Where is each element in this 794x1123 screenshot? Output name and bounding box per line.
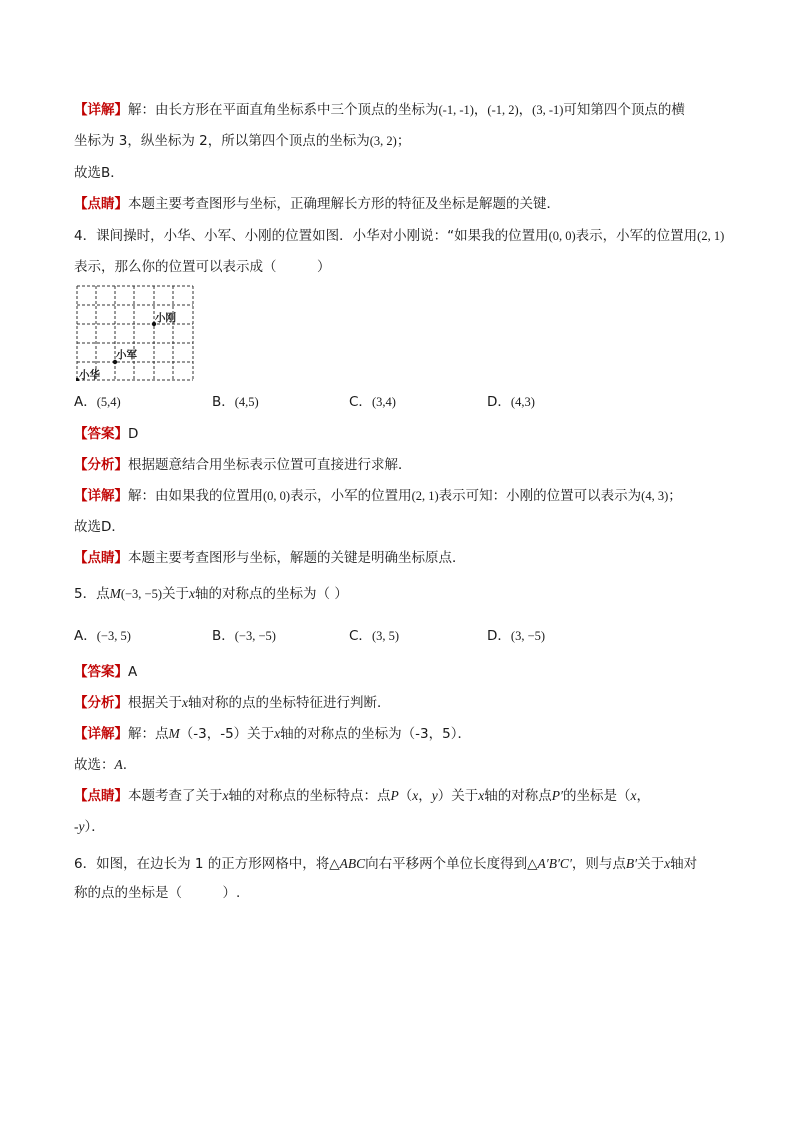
separator: ，	[473, 102, 488, 118]
q5-option-c	[349, 626, 399, 646]
comment-text: 本题考查了关于	[128, 788, 223, 804]
answer-tag: 【答案】	[74, 664, 128, 680]
math-axis: x	[222, 788, 229, 803]
choice-letter: A	[114, 757, 123, 772]
q5-option-a	[74, 626, 131, 646]
option-letter: C．	[349, 394, 372, 410]
option-letter: B．	[212, 628, 235, 644]
detail-text: 表示，小军的位置用	[290, 488, 412, 504]
comment-line	[74, 194, 560, 214]
label-xiaojun: 小军	[116, 349, 137, 361]
q4-text: 表示，小军的位置用	[575, 228, 698, 244]
detail-text: 解：由如果我的位置用	[128, 488, 263, 504]
math-coord: (0, 0)	[548, 229, 576, 243]
math-point: B′	[625, 856, 638, 871]
option-value: (4,5)	[234, 395, 259, 409]
q5-text: 5．点	[74, 586, 110, 602]
q4-option-a	[74, 392, 121, 412]
analysis-tag: 【分析】	[74, 457, 128, 473]
comment-text: 本题主要考查图形与坐标，解题的关键是明确坐标原点．	[128, 550, 466, 566]
option-value: (5,4)	[96, 395, 121, 409]
q6-stem-line-1	[74, 854, 697, 874]
q5-option-d	[487, 626, 545, 646]
math-triangle: △ABC	[329, 856, 366, 871]
q6-text: 向右平移两个单位长度得到	[365, 856, 528, 872]
option-value: (4,3)	[510, 395, 535, 409]
comment-text: 轴的对称点的坐标特点：点	[228, 788, 391, 804]
math-axis: x	[274, 726, 281, 741]
detail-text: 可知第四个顶点的横	[563, 102, 685, 118]
q4-choice: 故选D．	[74, 519, 125, 535]
detail-line-1	[74, 100, 685, 120]
option-letter: A．	[74, 628, 97, 644]
q5-comment-line-1	[74, 786, 650, 806]
detail-text: 轴的对称点的坐标为（-3，5）．	[280, 726, 471, 742]
q5-analysis	[74, 693, 391, 713]
math-coord: (2, 1)	[411, 489, 439, 503]
comment-tag: 【点睛】	[74, 788, 128, 804]
answer-text: D	[128, 426, 139, 442]
comment-tag: 【点睛】	[74, 196, 128, 212]
math-axis: x	[664, 856, 671, 871]
choice-text: 故选：	[74, 757, 115, 773]
q5-text: 轴的对称点的坐标为（ ）	[195, 586, 348, 602]
q5-answer	[74, 662, 137, 682]
detail-tag: 【详解】	[74, 488, 128, 504]
detail-text: 坐标为 3，纵坐标为 2，所以第四个顶点的坐标为	[74, 133, 370, 149]
math-point: M	[109, 586, 121, 601]
option-value: (−3, −5)	[234, 629, 276, 643]
q4-answer	[74, 424, 138, 444]
comment-text: ，	[636, 788, 650, 804]
separator: ，	[518, 102, 533, 118]
option-letter: D．	[487, 628, 511, 644]
option-letter: D．	[487, 394, 511, 410]
q4-option-c	[349, 392, 396, 412]
choice-text: .	[122, 757, 128, 773]
q5-choice	[74, 755, 127, 775]
q4-stem-line-1	[74, 226, 724, 246]
detail-text: ；	[396, 133, 411, 149]
comment-text: ）关于	[437, 788, 479, 804]
q5-text: 关于	[162, 586, 190, 602]
math-coord: (-1, -1)	[438, 103, 474, 117]
q5-option-b	[212, 626, 276, 646]
label-xiaohua: 小华	[79, 369, 100, 381]
math-var: x	[630, 788, 637, 803]
comment-text: ）．	[84, 819, 105, 835]
detail-tag: 【详解】	[74, 102, 128, 118]
math-coord: (0, 0)	[263, 489, 291, 503]
math-var: y	[431, 788, 438, 803]
math-axis: x	[478, 788, 485, 803]
math-var: x	[412, 788, 419, 803]
option-letter: B．	[212, 394, 235, 410]
q6-text: ，则与点	[571, 856, 626, 872]
math-point: M	[168, 726, 180, 741]
q5-stem	[74, 584, 348, 604]
math-axis: x	[182, 695, 188, 710]
option-letter: A．	[74, 394, 97, 410]
answer-tag: 【答案】	[74, 426, 128, 442]
q6-text: 6．如图，在边长为 1 的正方形网格中，将	[74, 856, 330, 872]
detail-text: 解：由长方形在平面直角坐标系中三个顶点的坐标为	[128, 102, 439, 118]
comment-text: 的坐标是（	[562, 788, 631, 804]
q4-position-grid	[76, 285, 194, 381]
choice-line: 故选B．	[74, 165, 124, 181]
q4-comment	[74, 548, 466, 568]
analysis-text: 轴对称的点的坐标特征进行判断．	[188, 695, 391, 711]
detail-text: 解：点	[128, 726, 169, 742]
math-coord: (-1, 2)	[487, 103, 519, 117]
analysis-text: 根据题意结合用坐标表示位置可直接进行求解．	[128, 457, 412, 473]
analysis-text: 根据关于	[128, 695, 182, 711]
q6-stem-line-2: 称的点的坐标是（ ）.	[74, 885, 241, 901]
detail-tag: 【详解】	[74, 726, 128, 742]
option-value: (−3, 5)	[96, 629, 131, 643]
comment-text: 轴的对称点	[484, 788, 552, 804]
math-coord: (2, 1)	[697, 229, 725, 243]
q6-text: 轴对	[670, 856, 698, 872]
q6-text: 关于	[637, 856, 665, 872]
label-xiaogang: 小刚	[155, 312, 176, 324]
option-value: (3, 5)	[371, 629, 400, 643]
option-value: (3,4)	[371, 395, 396, 409]
math-axis: x	[189, 586, 196, 601]
math-point: P	[390, 788, 399, 803]
q4-detail	[74, 486, 682, 506]
comment-text: 本题主要考查图形与坐标，正确理解长方形的特征及坐标是解题的关键．	[128, 196, 560, 212]
option-letter: C．	[349, 628, 372, 644]
comment-tag: 【点睛】	[74, 550, 128, 566]
q4-text: 4．课间操时，小华、小军、小刚的位置如图．小华对小刚说：“如果我的位置用	[74, 228, 549, 244]
detail-text: 表示可知：小刚的位置可以表示为	[438, 488, 642, 504]
q5-detail	[74, 724, 471, 744]
answer-text: A	[128, 664, 138, 680]
math-coord: (−3, −5)	[120, 587, 163, 601]
analysis-tag: 【分析】	[74, 695, 128, 711]
option-value: (3, −5)	[510, 629, 546, 643]
detail-text: ；	[668, 488, 682, 504]
q4-option-b	[212, 392, 259, 412]
comment-text: ，	[418, 788, 432, 804]
math-coord: (3, -1)	[532, 103, 564, 117]
detail-text: （-3，-5）关于	[179, 726, 275, 742]
q4-option-d	[487, 392, 535, 412]
math-point: P′	[551, 788, 563, 803]
q4-analysis	[74, 455, 412, 475]
math-triangle: △A′B′C′	[527, 856, 572, 871]
comment-text: （	[398, 788, 413, 804]
math-coord: (4, 3)	[641, 489, 669, 503]
math-coord: (3, 2)	[369, 134, 397, 148]
q5-comment-line-2	[74, 817, 105, 837]
q4-stem-line-2: 表示，那么你的位置可以表示成（ ）	[74, 259, 331, 275]
detail-line-2	[74, 131, 410, 151]
math-var: -y	[74, 819, 85, 834]
